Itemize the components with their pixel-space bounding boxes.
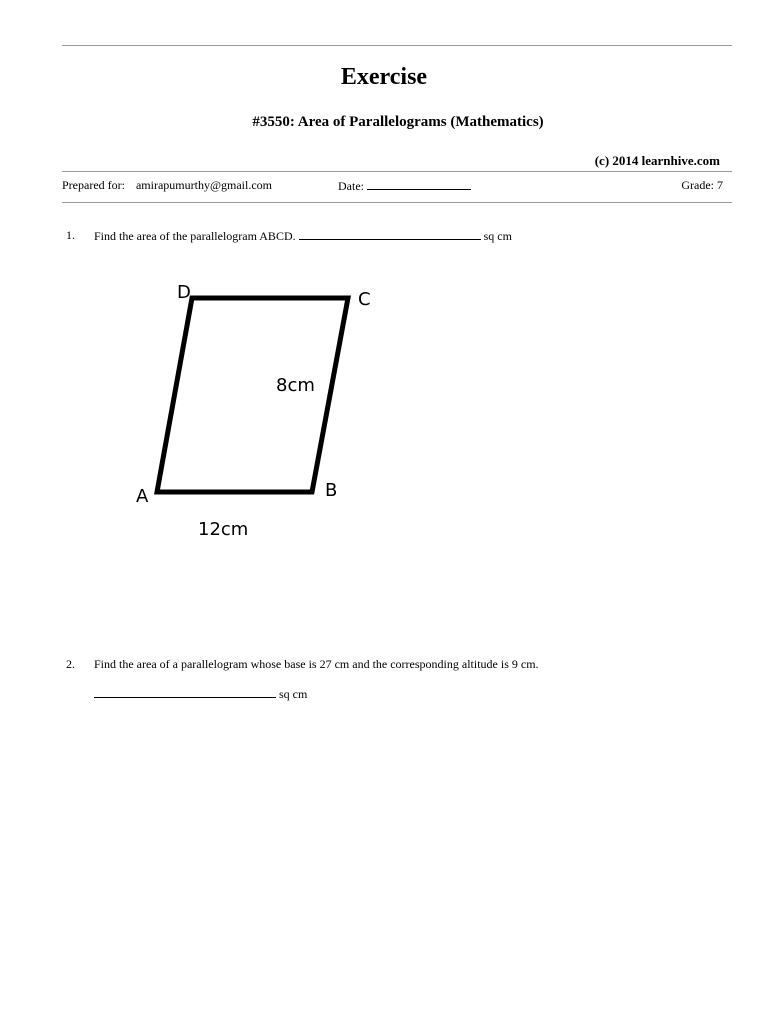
top-rule	[62, 45, 732, 46]
date-field	[338, 178, 471, 194]
date-label: Date:	[338, 179, 364, 193]
page-title: Exercise	[340, 64, 428, 90]
prepared-for-email: amirapumurthy@gmail.com	[135, 178, 273, 192]
question-1-text: Find the area of the parallelogram ABCD.	[94, 229, 296, 243]
question-2-unit: sq cm	[279, 687, 308, 701]
grade-label: Grade: 7	[681, 178, 723, 192]
exercise-subtitle: #3550: Area of Parallelograms (Mathematics)	[252, 114, 544, 130]
question-2-text: Find the area of a parallelogram whose base is 27 cm and the corresponding altitude is 9 cm.	[94, 657, 539, 671]
question-1-unit: sq cm	[483, 229, 512, 243]
copyright-text: (c) 2014 learnhive.com	[594, 153, 720, 168]
vertex-d-label: D	[177, 282, 191, 303]
side-length-label: 8cm	[276, 375, 315, 396]
vertex-a-label: A	[136, 486, 149, 507]
question-2-number: 2.	[66, 657, 75, 671]
header-rule-lower	[62, 202, 732, 203]
question-1-number: 1.	[66, 228, 75, 242]
parallelogram-figure	[120, 270, 390, 550]
date-blank[interactable]	[367, 178, 471, 190]
prepared-for	[62, 178, 272, 193]
prepared-for-label: Prepared for:	[62, 178, 125, 192]
question-2-answer-row	[94, 686, 307, 702]
question-1-answer-blank[interactable]	[299, 228, 481, 240]
vertex-c-label: C	[358, 289, 371, 310]
header-rule-upper	[62, 171, 732, 172]
base-length-label: 12cm	[198, 519, 249, 540]
parallelogram-shape	[157, 298, 348, 492]
question-1-text-row	[94, 228, 512, 244]
vertex-b-label: B	[325, 480, 338, 501]
question-2-answer-blank[interactable]	[94, 686, 276, 698]
